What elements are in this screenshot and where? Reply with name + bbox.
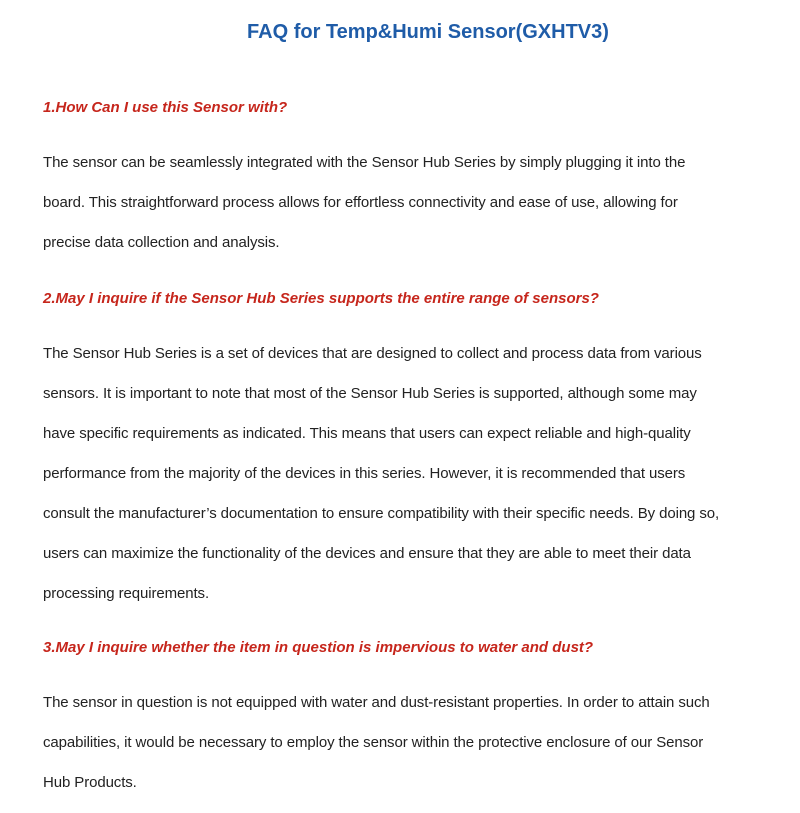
faq-answer-3: [43, 693, 800, 813]
faq-item-2: [43, 289, 800, 624]
answer-line: board. This straightforward process allows for effortless connectivity and ease of use, allowing for: [43, 194, 678, 211]
answer-line: processing requirements.: [43, 585, 210, 602]
faq-question-3: 3.May I inquire whether the item in question is impervious to water and dust?: [43, 639, 594, 656]
answer-line: capabilities, it would be necessary to employ the sensor within the protective enclosure of our Sensor: [43, 734, 704, 751]
faq-answer-1: [43, 153, 800, 273]
answer-line: consult the manufacturer’s documentation to ensure compatibility with their specific needs. By doing so,: [43, 505, 720, 522]
answer-line: have specific requirements as indicated. This means that users can expect reliable and high-quality: [43, 425, 691, 442]
answer-line: precise data collection and analysis.: [43, 234, 280, 251]
faq-item-1: [43, 98, 800, 273]
faq-question-2: 2.May I inquire if the Sensor Hub Series supports the entire range of sensors?: [43, 290, 599, 307]
page-title: FAQ for Temp&Humi Sensor(GXHTV3): [247, 21, 609, 43]
faq-item-3: [43, 638, 800, 813]
answer-line: The sensor in question is not equipped with water and dust-resistant properties. In order to attain such: [43, 694, 710, 711]
faq-question-1: 1.How Can I use this Sensor with?: [43, 99, 288, 116]
answer-line: The Sensor Hub Series is a set of devices that are designed to collect and process data from various: [43, 345, 702, 362]
answer-line: users can maximize the functionality of the devices and ensure that they are able to meet their data: [43, 545, 691, 562]
answer-line: sensors. It is important to note that most of the Sensor Hub Series is supported, although some may: [43, 385, 697, 402]
answer-line: The sensor can be seamlessly integrated with the Sensor Hub Series by simply plugging it into the: [43, 154, 686, 171]
answer-line: performance from the majority of the devices in this series. However, it is recommended that users: [43, 465, 686, 482]
faq-answer-2: [43, 344, 800, 624]
answer-line: Hub Products.: [43, 774, 137, 791]
